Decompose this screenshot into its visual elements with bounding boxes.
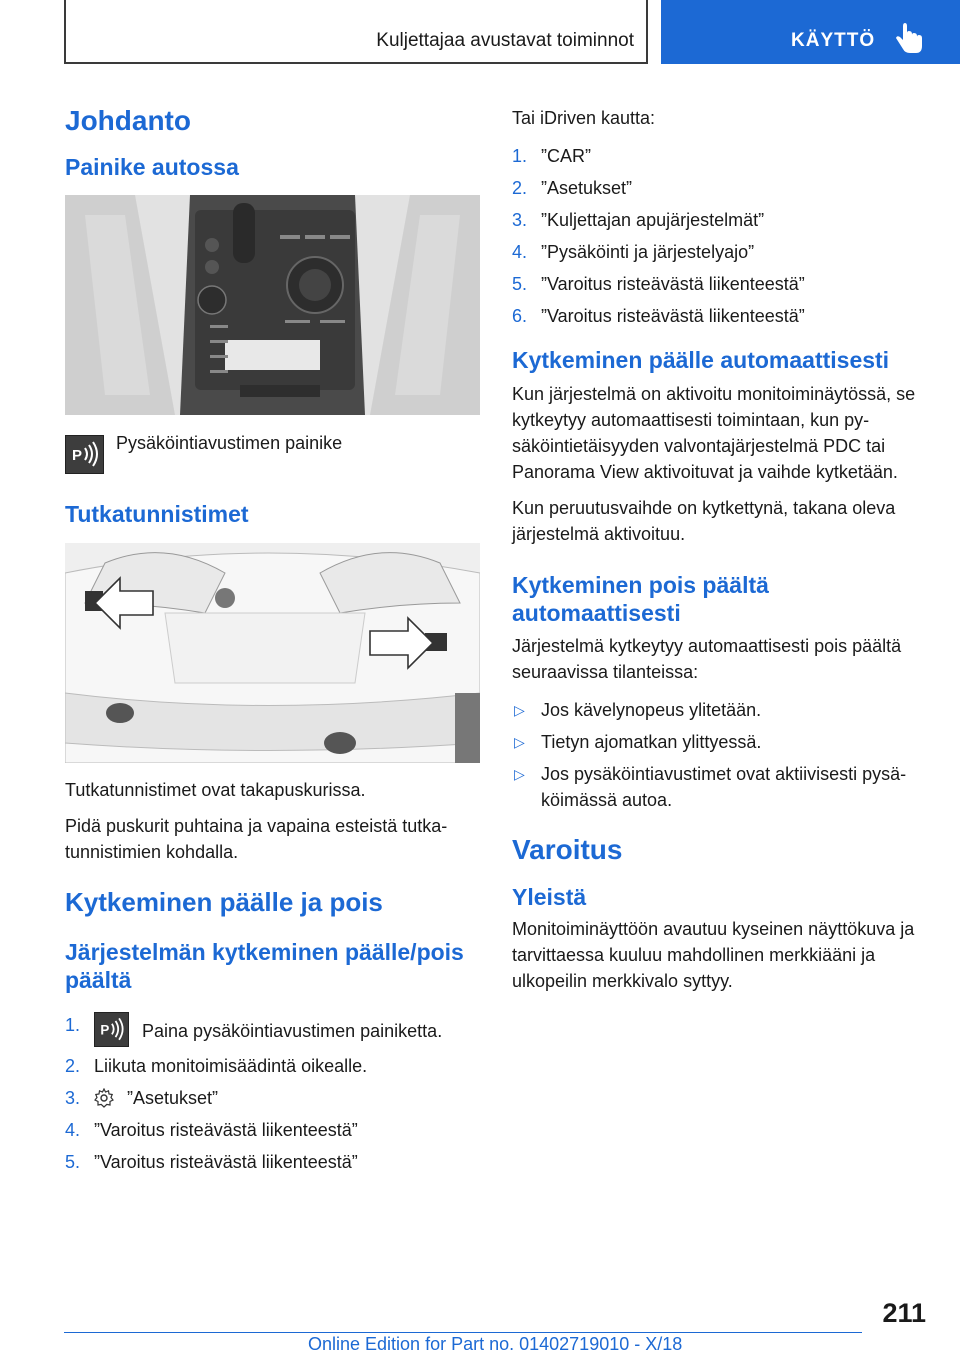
gear-icon bbox=[94, 1088, 114, 1108]
bullet-text: Tietyn ajomatkan ylittyessä. bbox=[541, 731, 762, 752]
header-section-tab bbox=[64, 0, 648, 64]
step-number: 6. bbox=[512, 306, 528, 326]
center-console-illustration bbox=[65, 195, 480, 415]
triangle-bullet-icon: ▷ bbox=[514, 701, 525, 718]
idrive-steps-list bbox=[512, 143, 932, 329]
list-item bbox=[65, 1012, 480, 1047]
step-text: ”CAR” bbox=[541, 146, 591, 166]
right-column bbox=[512, 100, 932, 994]
general-paragraph: Monitoiminäyttöön avautuu kyseinen näyttökuva ja tarvittaessa kuuluu mahdollinen merkkiääni ja ulkopeilin merkkivalo syttyy. bbox=[512, 918, 915, 991]
hand-pointer-icon bbox=[893, 22, 927, 56]
step-number: 2. bbox=[512, 178, 528, 198]
list-item bbox=[65, 1117, 480, 1143]
step-number: 1. bbox=[65, 1014, 81, 1035]
list-item bbox=[512, 207, 932, 233]
step-text: ”Asetukset” bbox=[541, 178, 633, 198]
auto-off-paragraph: Järjestelmä kytkeytyy automaattisesti pois päältä seuraavissa tilanteissa: bbox=[512, 635, 902, 682]
list-item bbox=[512, 271, 932, 297]
center-console-figure bbox=[65, 195, 480, 415]
button-caption: Pysäköintiavustimen painike bbox=[116, 433, 343, 454]
step-text: ”Varoitus risteävästä liikenteestä” bbox=[541, 306, 805, 326]
step-number: 5. bbox=[65, 1151, 81, 1172]
heading-varoitus: Varoitus bbox=[512, 833, 623, 865]
footer-edition: Online Edition for Part no. 01402719010 - X/18 bbox=[308, 1334, 683, 1354]
auto-off-list bbox=[512, 697, 932, 813]
footer-divider bbox=[64, 1332, 862, 1333]
auto-on-paragraph-2: Kun peruutusvaihde on kytkettynä, takana oleva järjestelmä aktivoituu. bbox=[512, 497, 896, 544]
bullet-text: Jos pysäköintiavustimet ovat aktiivisesti pysä-köimässä autoa. bbox=[541, 763, 907, 810]
step-text: ”Pysäköinti ja järjestelyajo” bbox=[541, 242, 755, 262]
auto-on-paragraph-1: Kun järjestelmä on aktivoitu monitoiminäytössä, se kytkeytyy automaattisesti toimintaan, kun py-säköintietäisyyden valvontajärjestelmä PDC tai Panorama View aktivoituvat ja vaihde kytketään. bbox=[512, 383, 916, 482]
list-item bbox=[512, 239, 932, 265]
list-item bbox=[65, 1053, 480, 1079]
list-item bbox=[512, 761, 932, 813]
sensors-paragraph-2: Pidä puskurit puhtaina ja vapaina esteistä tutka-tunnistimien kohdalla. bbox=[65, 815, 448, 862]
section-title: Kuljettajaa avustavat toiminnot bbox=[376, 30, 634, 51]
step-number: 3. bbox=[65, 1087, 81, 1108]
step-text: ”Varoitus risteävästä liikenteestä” bbox=[541, 274, 805, 294]
step-number: 4. bbox=[65, 1119, 81, 1140]
sensors-paragraph-1: Tutkatunnistimet ovat takapuskurissa. bbox=[65, 779, 366, 800]
step-text: ”Varoitus risteävästä liikenteestä” bbox=[94, 1151, 358, 1172]
parking-assistant-icon bbox=[65, 435, 104, 474]
step-number: 2. bbox=[65, 1055, 81, 1076]
triangle-bullet-icon: ▷ bbox=[514, 733, 525, 750]
step-number: 5. bbox=[512, 274, 528, 294]
heading-auto-on: Kytkeminen päälle automaattisesti bbox=[512, 347, 890, 373]
heading-jarjestelman-kytkeminen: Järjestelmän kytkeminen päälle/pois päältä bbox=[65, 938, 464, 993]
page-number: 211 bbox=[882, 1298, 926, 1328]
svg-text:P: P bbox=[72, 447, 83, 465]
step-number: 4. bbox=[512, 242, 528, 262]
list-item bbox=[512, 143, 932, 169]
svg-text:P: P bbox=[100, 1022, 110, 1038]
bullet-text: Jos kävelynopeus ylitetään. bbox=[541, 699, 762, 720]
button-caption-row bbox=[65, 429, 480, 475]
heading-painike-autossa: Painike autossa bbox=[65, 153, 239, 180]
step-number: 3. bbox=[512, 210, 528, 230]
switch-steps-list bbox=[65, 1012, 480, 1175]
heading-johdanto: Johdanto bbox=[65, 105, 191, 136]
rear-bumper-illustration bbox=[65, 543, 480, 763]
step-text: ”Asetukset” bbox=[127, 1087, 219, 1108]
idrive-intro: Tai iDriven kautta: bbox=[512, 108, 656, 128]
list-item bbox=[512, 303, 932, 329]
heading-yleista: Yleistä bbox=[512, 884, 587, 911]
list-item bbox=[512, 697, 932, 723]
list-item bbox=[65, 1149, 480, 1175]
header-chapter-tab bbox=[661, 0, 960, 64]
list-item bbox=[512, 175, 932, 201]
heading-tutkatunnistimet: Tutkatunnistimet bbox=[65, 501, 249, 528]
list-item bbox=[65, 1085, 480, 1111]
step-text: Liikuta monitoimisäädintä oikealle. bbox=[94, 1055, 368, 1076]
heading-auto-off: Kytkeminen pois päältä automaattisesti bbox=[512, 571, 769, 626]
rear-bumper-figure bbox=[65, 543, 480, 763]
step-number: 1. bbox=[512, 146, 528, 166]
step-text: ”Kuljettajan apujärjestelmät” bbox=[541, 210, 765, 230]
parking-assistant-icon bbox=[94, 1012, 129, 1047]
triangle-bullet-icon: ▷ bbox=[514, 765, 525, 782]
step-text: ”Varoitus risteävästä liikenteestä” bbox=[94, 1119, 358, 1140]
left-column bbox=[65, 100, 480, 1181]
chapter-title: KÄYTTÖ bbox=[791, 30, 876, 51]
step-text: Paina pysäköintiavustimen painiketta. bbox=[142, 1020, 443, 1041]
heading-kytkeminen-paalle-ja-pois: Kytkeminen päälle ja pois bbox=[65, 886, 383, 917]
list-item bbox=[512, 729, 932, 755]
